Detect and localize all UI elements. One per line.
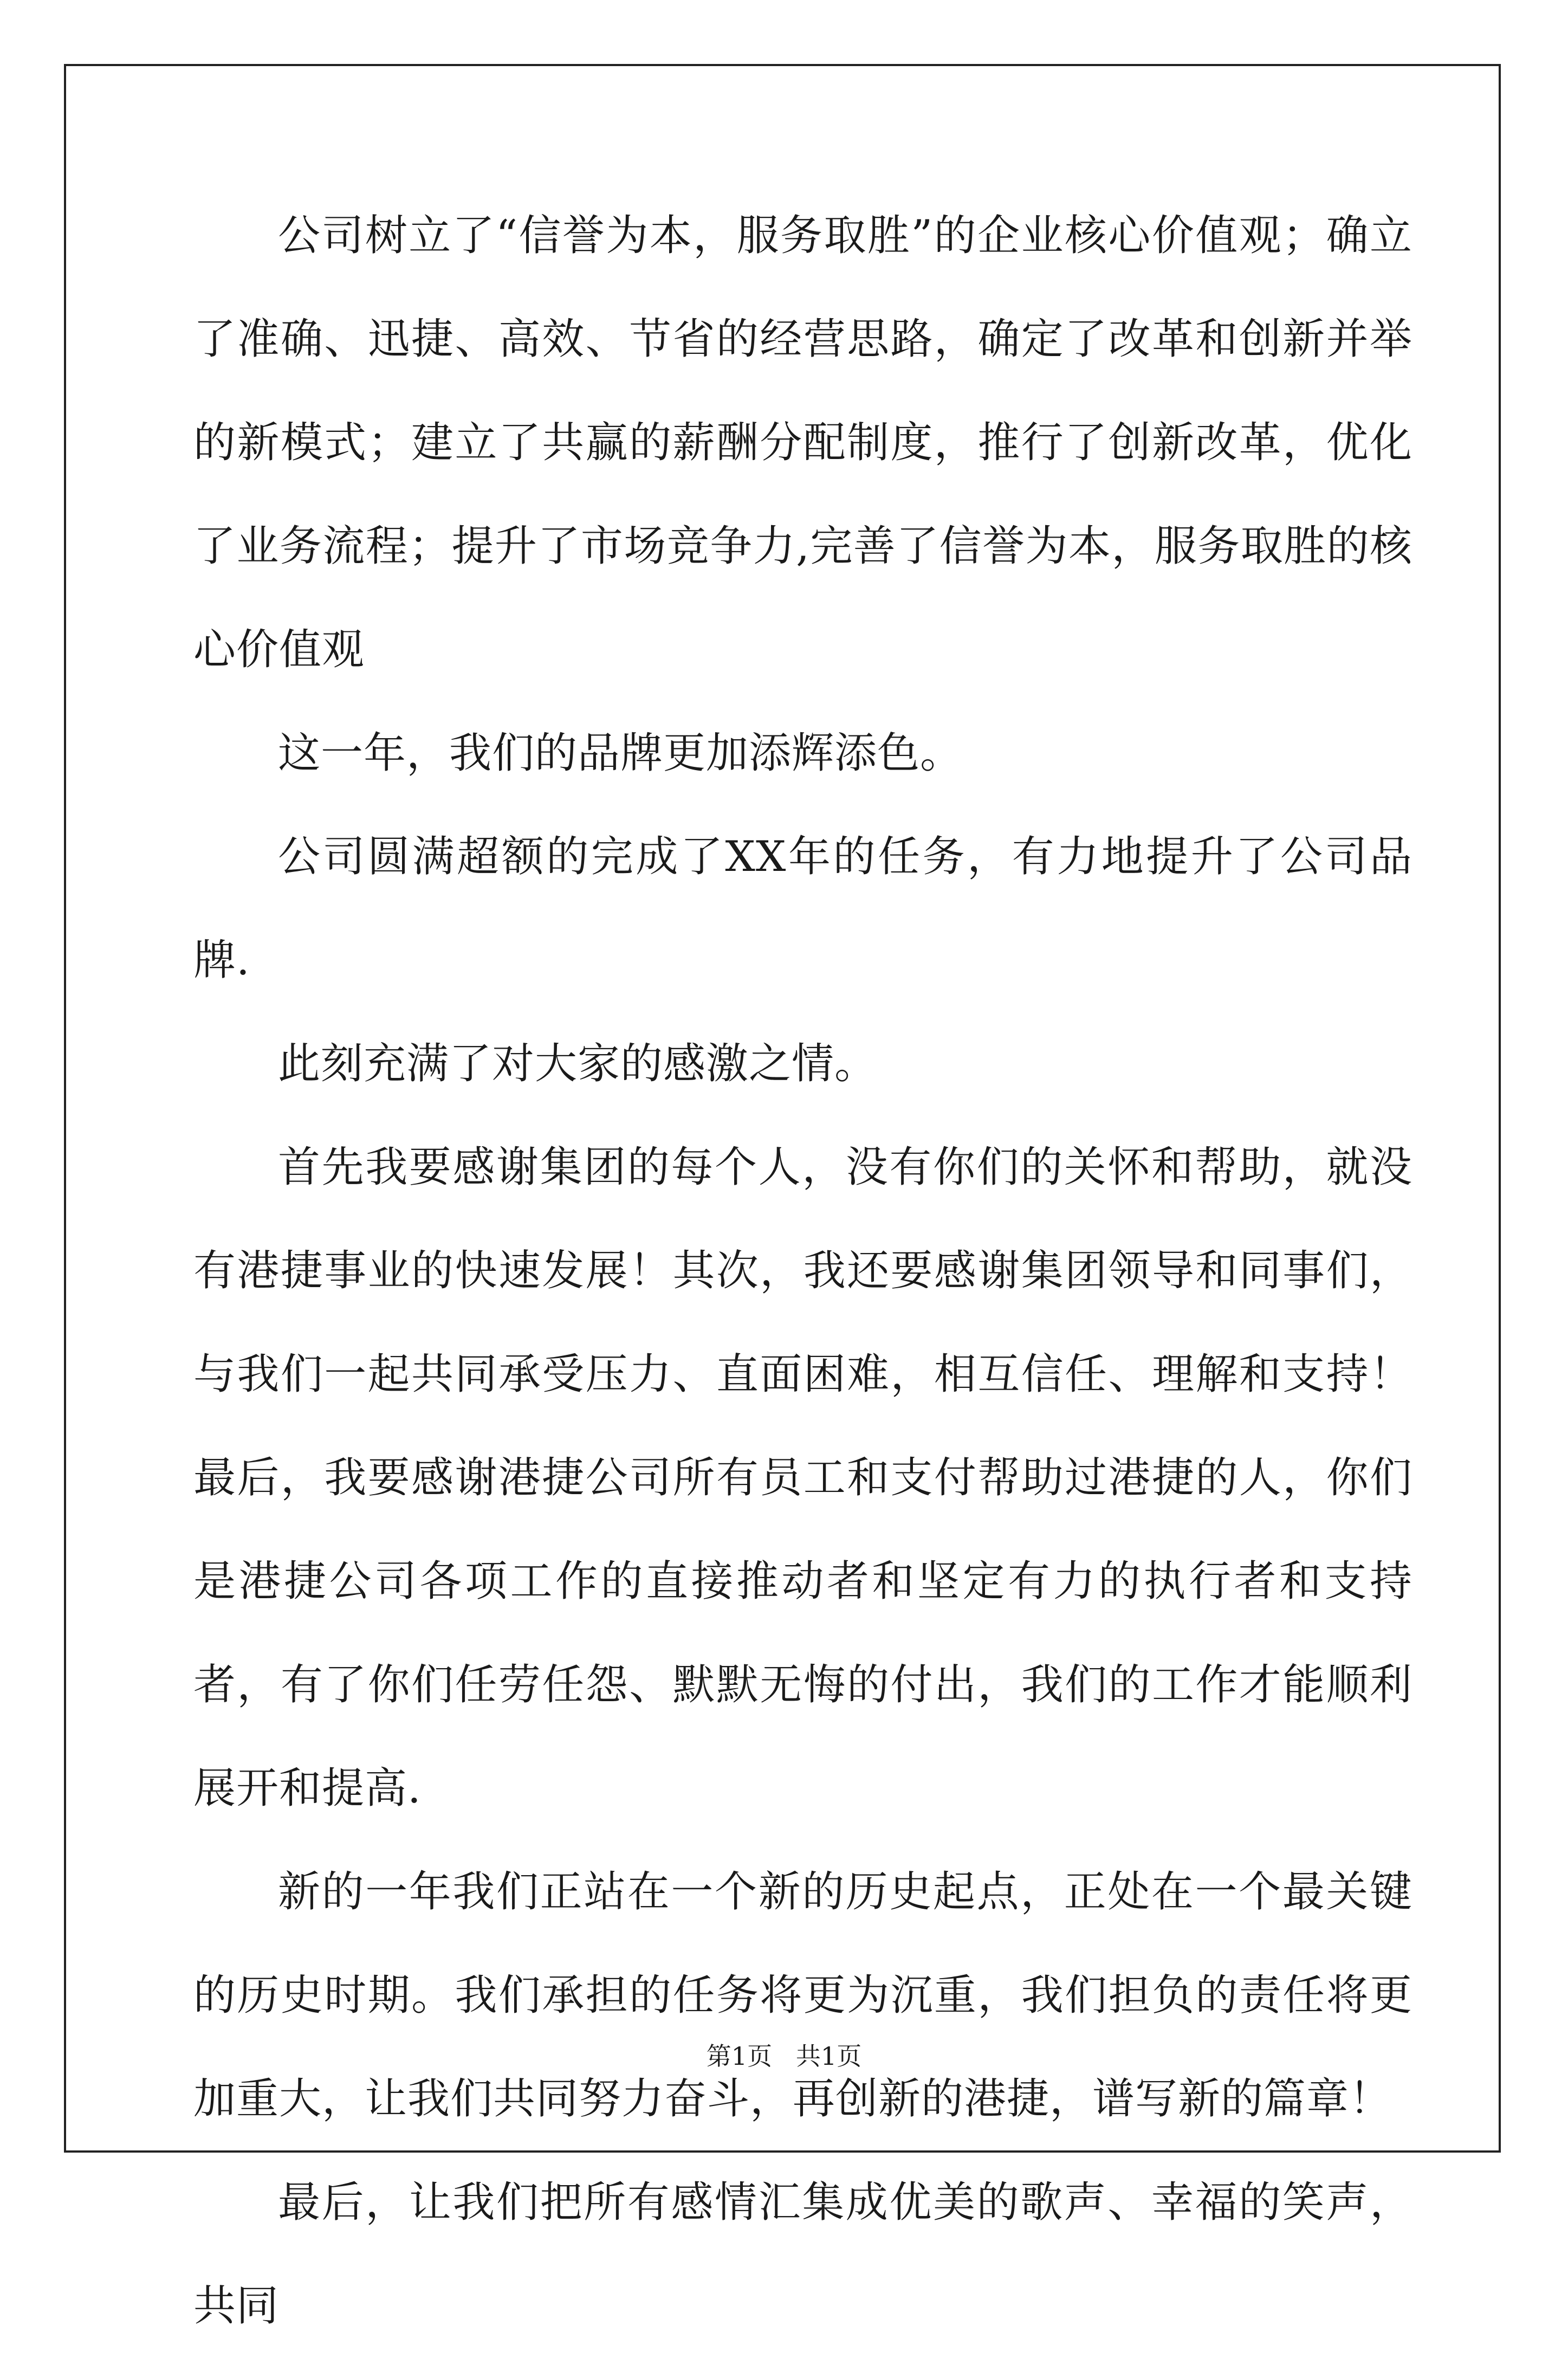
paragraph: 这一年，我们的品牌更加添辉添色。: [278, 729, 963, 778]
paragraph: 此刻充满了对大家的感激之情。: [278, 1039, 878, 1088]
paragraph: 公司树立了“信誉为本，服务取胜”的企业核心价值观；确立了准确、迅捷、高效、节省的经营思路，确定了改革和创新并举的新模式；建立了共赢的薪酬分配制度，推行了创新改革，优化了业务流程；提升了市场竞争力,完善了信誉为本，服务取胜的核心价值观: [193, 211, 1413, 674]
page-footer: 第1页 共1页: [706, 2042, 862, 2071]
paragraph: 公司圆满超额的完成了XX年的任务，有力地提升了公司品牌.: [193, 832, 1413, 985]
paragraph: 首先我要感谢集团的每个人，没有你们的关怀和帮助，就没有港捷事业的快速发展！其次，我还要感谢集团领导和同事们，与我们一起共同承受压力、直面困难，相互信任、理解和支持！最后，我要感谢港捷公司所有员工和支付帮助过港捷的人，你们是港捷公司各项工作的直接推动者和坚定有力的执行者和支持者，有了你们任劳任怨、默默无悔的付出，我们的工作才能顺利展开和提高.: [193, 1143, 1413, 1813]
paragraph: 最后，让我们把所有感情汇集成优美的歌声、幸福的笑声，共同: [193, 2178, 1413, 2330]
document-body: [193, 184, 1413, 2358]
paragraph: 新的一年我们正站在一个新的历史起点，正处在一个最关键的历史时期。我们承担的任务将更为沉重，我们担负的责任将更加重大，让我们共同努力奋斗，再创新的港捷，谱写新的篇章！: [193, 1868, 1413, 2123]
